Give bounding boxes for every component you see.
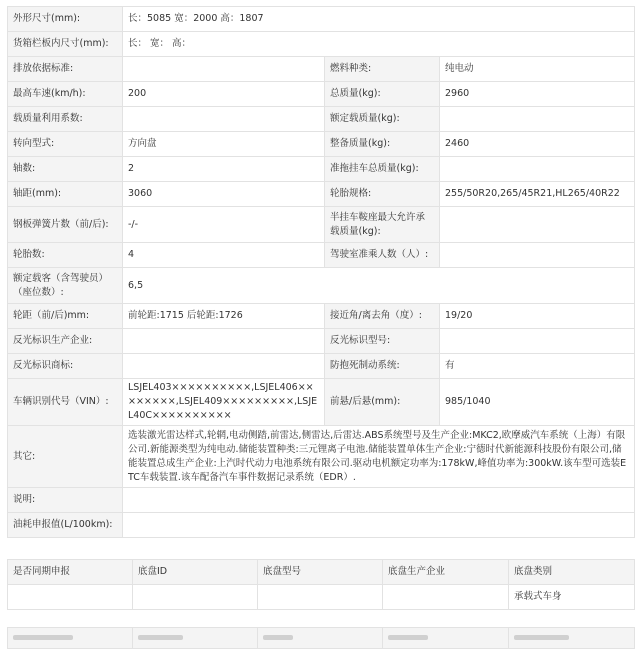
trailer-label: 准拖挂车总质量(kg):: [325, 157, 440, 182]
chassis-header-model: 底盘型号: [258, 560, 383, 585]
tire-value: 255/50R20,265/45R21,HL265/40R22: [440, 182, 635, 207]
tirecount-label: 轮胎数:: [8, 243, 123, 268]
table-row: [8, 132, 635, 157]
note-value: [123, 488, 635, 513]
mass-value: 2960: [440, 82, 635, 107]
emission-value: [123, 57, 325, 82]
ratedload-value: [440, 107, 635, 132]
loadutil-value: [123, 107, 325, 132]
table-row: [8, 426, 635, 488]
table-row: [8, 157, 635, 182]
note-label: 说明:: [8, 488, 123, 513]
abs-label: 防抱死制动系统:: [325, 354, 440, 379]
spring-value: -/-: [123, 207, 325, 243]
fuel-report-label: 油耗申报值(L/100km):: [8, 513, 123, 538]
table-row: [8, 513, 635, 538]
ratedload-label: 额定载质量(kg):: [325, 107, 440, 132]
loadutil-label: 载质量利用系数:: [8, 107, 123, 132]
cut-off-row: [8, 628, 635, 649]
chassis-header-type: 底盘类别: [509, 560, 635, 585]
dims-label: 外形尺寸(mm):: [8, 7, 123, 32]
table-row: [8, 304, 635, 329]
table-row: [8, 354, 635, 379]
cut-off-cell: [509, 628, 635, 649]
track-value: 前轮距:1715 后轮距:1726: [123, 304, 325, 329]
chassis-cell-sync: [8, 585, 133, 610]
table-row: [8, 107, 635, 132]
table-row: [8, 207, 635, 243]
steering-label: 转向型式:: [8, 132, 123, 157]
table-row: [8, 182, 635, 207]
vin-label: 车辆识别代号（VIN）:: [8, 379, 123, 426]
axles-value: 2: [123, 157, 325, 182]
track-label: 轮距（前/后)mm:: [8, 304, 123, 329]
vin-value: LSJEL403××××××××××,LSJEL406××××××××,LSJEL409×××××××××,LSJEL40C××××××××××: [123, 379, 325, 426]
reflect-company-value: [123, 329, 325, 354]
cargo-value: 长： 宽： 高：: [123, 32, 635, 57]
spring-label: 钢板弹簧片数（前/后):: [8, 207, 123, 243]
fuel-report-value: [123, 513, 635, 538]
steering-value: 方向盘: [123, 132, 325, 157]
dims-value: 长：5085 宽：2000 高：1807: [123, 7, 635, 32]
wheelbase-label: 轴距(mm):: [8, 182, 123, 207]
saddle-value: [440, 207, 635, 243]
table-row: [8, 268, 635, 304]
saddle-label: 半挂车鞍座最大允许承载质量(kg):: [325, 207, 440, 243]
other-value: 选装激光雷达样式,轮辋,电动侧踏,前雷达,侧雷达,后雷达.ABS系统型号及生产企业:MKC2,欧摩威汽车系统（上海）有限公司.新能源类型为纯电动.储能装置种类:三元锂离子电池.储能装置单体生产企业:宁德时代新能源科技股份有限公司,储能装置总成生产企业:上汽时代动力电池系统有限公司.驱动电机额定功率为:178kW,峰值功率为:300kW.该车型可选装ETC车载装置.该车配备汽车事件数据记录系统（EDR）.: [123, 426, 635, 488]
reflect-brand-label: 反光标识商标:: [8, 354, 123, 379]
chassis-cell-type: 承载式车身: [509, 585, 635, 610]
wheelbase-value: 3060: [123, 182, 325, 207]
abs-value: 有: [440, 354, 635, 379]
reflect-model-label: 反光标识型号:: [325, 329, 440, 354]
angle-label: 接近角/离去角（度）:: [325, 304, 440, 329]
cut-off-table: [7, 627, 635, 649]
chassis-header-row: [8, 560, 635, 585]
axles-label: 轴数:: [8, 157, 123, 182]
table-row: [8, 243, 635, 268]
overhang-value: 985/1040: [440, 379, 635, 426]
table-row: [8, 379, 635, 426]
chassis-cell-company: [383, 585, 509, 610]
angle-value: 19/20: [440, 304, 635, 329]
cabpass-value: [440, 243, 635, 268]
fuel-label: 燃料种类:: [325, 57, 440, 82]
other-label: 其它:: [8, 426, 123, 488]
table-row: [8, 57, 635, 82]
chassis-cell-model: [258, 585, 383, 610]
chassis-header-company: 底盘生产企业: [383, 560, 509, 585]
overhang-label: 前悬/后悬(mm):: [325, 379, 440, 426]
cut-off-cell: [258, 628, 383, 649]
table-row: [8, 7, 635, 32]
cut-off-cell: [133, 628, 258, 649]
reflect-company-label: 反光标识生产企业:: [8, 329, 123, 354]
curb-value: 2460: [440, 132, 635, 157]
speed-value: 200: [123, 82, 325, 107]
cut-off-cell: [383, 628, 509, 649]
chassis-table: [7, 559, 635, 610]
tire-label: 轮胎规格:: [325, 182, 440, 207]
cut-off-cell: [8, 628, 133, 649]
speed-label: 最高车速(km/h):: [8, 82, 123, 107]
table-row: [8, 329, 635, 354]
cabpass-label: 驾驶室准乘人数（人）:: [325, 243, 440, 268]
chassis-cell-id: [133, 585, 258, 610]
chassis-header-sync: 是否同期申报: [8, 560, 133, 585]
chassis-header-id: 底盘ID: [133, 560, 258, 585]
table-row: [8, 82, 635, 107]
reflect-brand-value: [123, 354, 325, 379]
curb-label: 整备质量(kg):: [325, 132, 440, 157]
emission-label: 排放依据标准:: [8, 57, 123, 82]
trailer-value: [440, 157, 635, 182]
table-row: [8, 32, 635, 57]
mass-label: 总质量(kg):: [325, 82, 440, 107]
spec-table: [7, 6, 635, 538]
reflect-model-value: [440, 329, 635, 354]
table-row: [8, 488, 635, 513]
tirecount-value: 4: [123, 243, 325, 268]
fuel-value: 纯电动: [440, 57, 635, 82]
cargo-label: 货箱栏板内尺寸(mm):: [8, 32, 123, 57]
seats-value: 6,5: [123, 268, 635, 304]
chassis-row: [8, 585, 635, 610]
seats-label: 额定载客（含驾驶员）（座位数）:: [8, 268, 123, 304]
